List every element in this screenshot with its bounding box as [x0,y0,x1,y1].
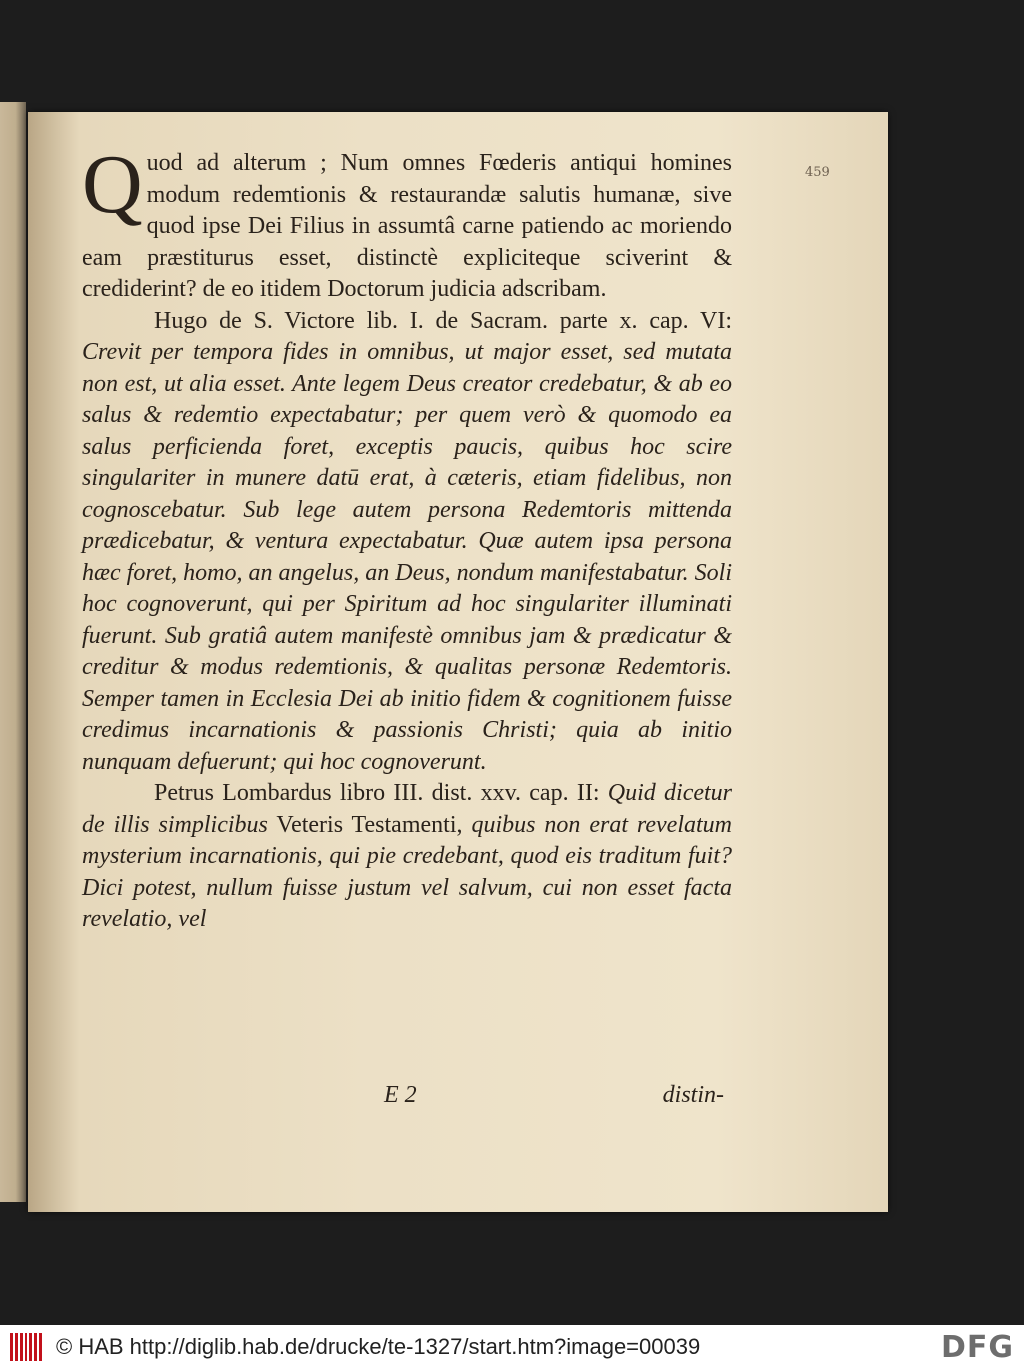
dfg-logo: DFG [940,1329,1014,1365]
paragraph-3-quote-a: Quid dicetur de illis simplicibus [82,780,733,838]
paragraph-3-lead: Petrus Lombardus libro III. dist. xxv. cap. II: [154,780,600,806]
paragraph-3-roman: Veteris Testamenti, [276,811,463,838]
folio-number: 459 [805,165,830,180]
paragraph-2-quote: Crevit per tempora fides in omnibus, ut major esset, sed mutata non est, ut alia esset. Ante legem Deus creator credebatur, & ab eo salus & redemtio expectabatur; per quem verò & quomodo ea salus perficienda foret, exceptis paucis, quibus hoc scire singulariter in munere datū erat, à cæteris, etiam fidelibus, non cognoscebatur. Sub lege autem persona Redemtoris mittenda prædicebatur, & ventura expectabatur. Quæ autem ipsa persona hæc foret, homo, an angelus, an Deus, nondum manifestabatur. Soli hoc cognoverunt, qui per Spiritum ad hoc singulariter illuminati fuerunt. Sub gratiâ autem manifestè omnibus jam & prædicatur & creditur & modus redemtionis, & qualitas personæ Redemtoris. Semper tamen in Ecclesia Dei ab initio fidem & cognitionem fuisse credimus incarnationis & passionis Christi; quia ab initio nunquam defuerunt; qui hoc cognoverunt. [82,339,732,775]
paragraph-1 [82,138,732,306]
signature-mark: E 2 [384,1082,417,1108]
hab-barcode-icon [10,1333,42,1361]
signature-line [82,1082,732,1114]
paragraph-2-lead: Hugo de S. Victore lib. I. de Sacram. parte x. cap. VI: [154,307,732,334]
paragraph-1-text: uod ad alterum ; Num omnes Fœderis antiqui homines modum redemtionis & restaurandæ salutis humanæ, sive quod ipse Dei Filius in assumtâ carne patiendo ac moriendo eam præstiturus esset, distinctè expliciteque sciverint & crediderint? de eo itidem Doctorum judicia adscribam. [82,150,732,302]
previous-page-edge [0,102,26,1202]
page-text [82,138,733,936]
paragraph-3-quote-b: quibus non erat revelatum mysterium incarnationis, qui pie credebant, quod eis traditum fuit? Dici potest, nullum fuisse justum vel salvum, cui non esset facta revelatio, vel [82,811,732,932]
paragraph-3 [82,778,732,936]
paragraph-2 [82,306,732,779]
dropcap: Q [82,138,143,231]
catchword: distin- [662,1082,724,1108]
footer-bar [0,1325,1024,1369]
footer-credit-link[interactable]: © HAB http://diglib.hab.de/drucke/te-1327/start.htm?image=00039 [56,1334,701,1359]
